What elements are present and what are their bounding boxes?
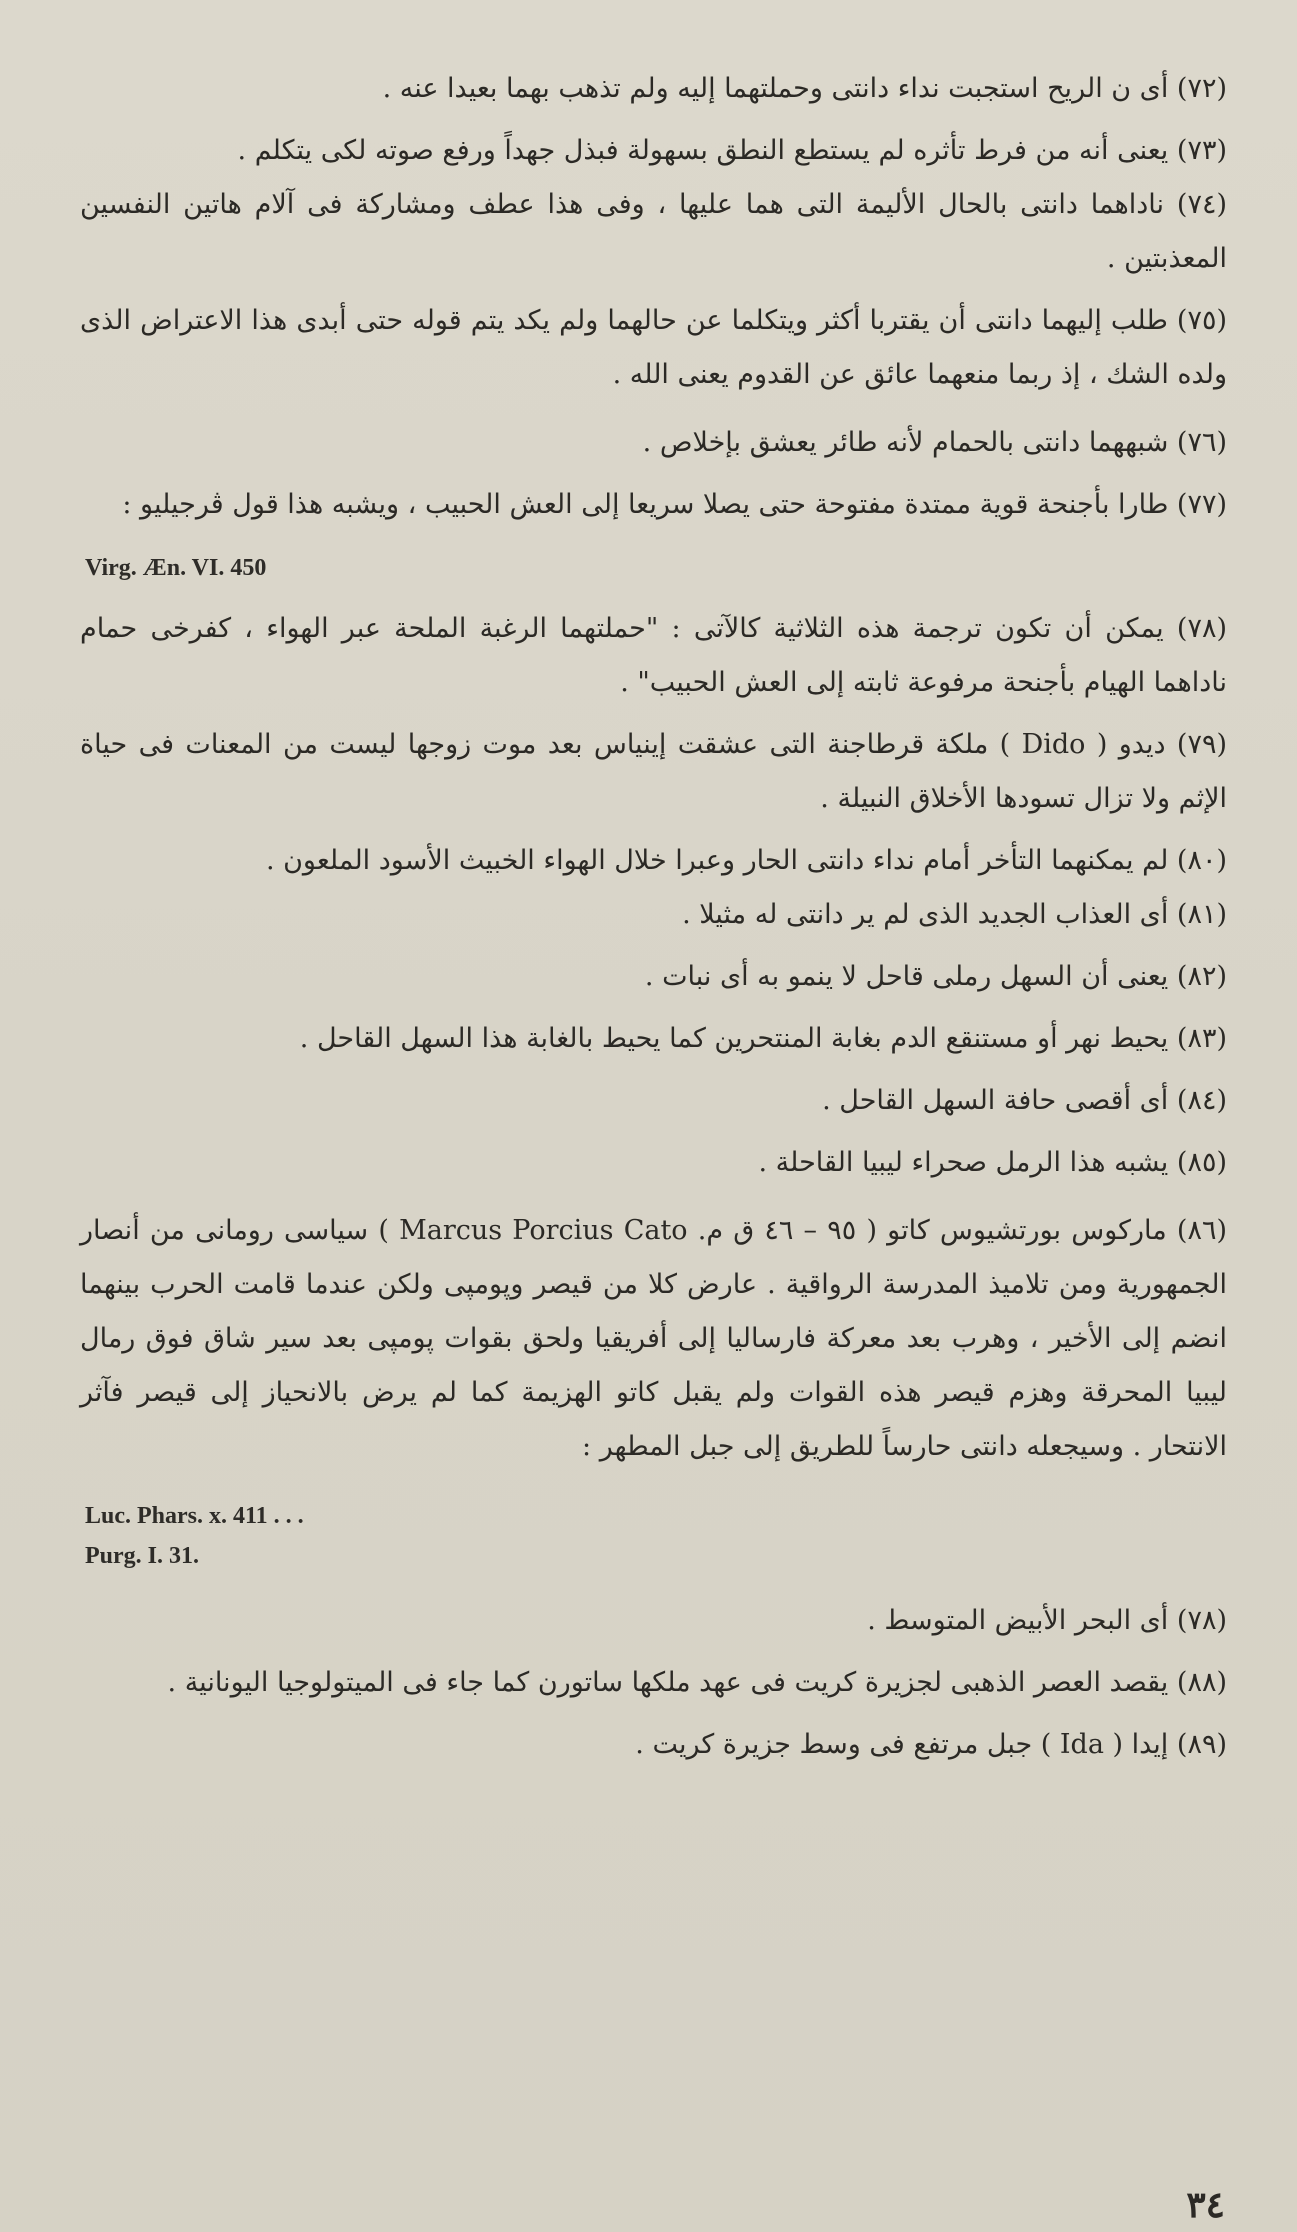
note-86: (٨٦) ماركوس بورتشيوس كاتو ( ٩٥ – ٤٦ ق م. Marcus Porcius Cato ) سياسى رومانى من أنصار الجمهورية ومن تلاميذ المدرسة الرواقية . عارض كلا من قيصر وپومپى ولكن عندما قامت الحرب بينهما انضم إلى الأخير ، وهرب بعد معركة فارساليا إلى أفريقيا ولحق بقوات پومپى بعد سير شاق فوق رمال ليبيا المحرقة وهزم قيصر هذه القوات ولم يقبل كاتو الهزيمة كما لم يرض بالانحياز إلى قيصر فآثر الانتحار . وسيجعله دانتى حارساً للطريق إلى جبل المطهر : [80,1215,1227,1462]
reference-purgatorio: Purg. I. 31. [85,1543,199,1569]
note-85: (٨٥) يشبه هذا الرمل صحراء ليبيا القاحلة . [758,1147,1227,1178]
note-82: (٨٢) يعنى أن السهل رملى قاحل لا ينمو به أى نبات . [644,961,1227,992]
note-76: (٧٦) شبههما دانتى بالحمام لأنه طائر يعشق بإخلاص . [642,427,1227,458]
note-75: (٧٥) طلب إليهما دانتى أن يقتربا أكثر ويتكلما عن حالهما ولم يكد يتم قوله حتى أبدى هذا الاعتراض الذى ولده الشك ، إذ ربما منعهما عائق عن القدوم يعنى الله . [80,305,1227,390]
footnotes-column [80,62,1227,1772]
note-87: (٧٨) أى البحر الأبيض المتوسط . [867,1605,1227,1636]
note-84: (٨٤) أى أقصى حافة السهل القاحل . [822,1085,1227,1116]
note-88: (٨٨) يقصد العصر الذهبى لجزيرة كريت فى عهد ملكها ساتورن كما جاء فى الميتولوجيا اليونانية . [167,1667,1227,1698]
reference-virgil: Virg. Æn. VI. 450 [85,555,267,581]
page-number: ٣٤ [1186,2184,1225,2226]
note-77: (٧٧) طارا بأجنحة قوية ممتدة مفتوحة حتى يصلا سريعا إلى العش الحبيب ، ويشبه هذا قول ڤرجيليو : [122,489,1227,520]
note-79: (٧٩) ديدو ( Dido ) ملكة قرطاجنة التى عشقت إينياس بعد موت زوجها ليست من المعنات فى حياة الإثم ولا تزال تسودها الأخلاق النبيلة . [80,729,1227,814]
note-74: (٧٤) ناداهما دانتى بالحال الأليمة التى هما عليها ، وفى هذا عطف ومشاركة فى آلام هاتين النفسين المعذبتين . [80,189,1227,274]
note-80: (٨٠) لم يمكنهما التأخر أمام نداء دانتى الحار وعبرا خلال الهواء الخبيث الأسود الملعون . [265,845,1227,876]
reference-lucan: Luc. Phars. x. 411 . . . [85,1503,304,1529]
note-81: (٨١) أى العذاب الجديد الذى لم ير دانتى له مثيلا . [682,899,1227,930]
note-89: (٨٩) إيدا ( Ida ) جبل مرتفع فى وسط جزيرة كريت . [635,1729,1227,1760]
note-73: (٧٣) يعنى أنه من فرط تأثره لم يستطع النطق بسهولة فبذل جهداً ورفع صوته لكى يتكلم . [237,135,1227,166]
note-72: (٧٢) أى ن الريح استجبت نداء دانتى وحملتهما إليه ولم تذهب بهما بعيدا عنه . [382,73,1227,104]
note-83: (٨٣) يحيط نهر أو مستنقع الدم بغابة المنتحرين كما يحيط بالغابة هذا السهل القاحل . [299,1023,1227,1054]
note-78: (٧٨) يمكن أن تكون ترجمة هذه الثلاثية كالآتى : "حملتهما الرغبة الملحة عبر الهواء ، كفرخى حمام ناداهما الهيام بأجنحة مرفوعة ثابته إلى العش الحبيب" . [80,613,1227,698]
